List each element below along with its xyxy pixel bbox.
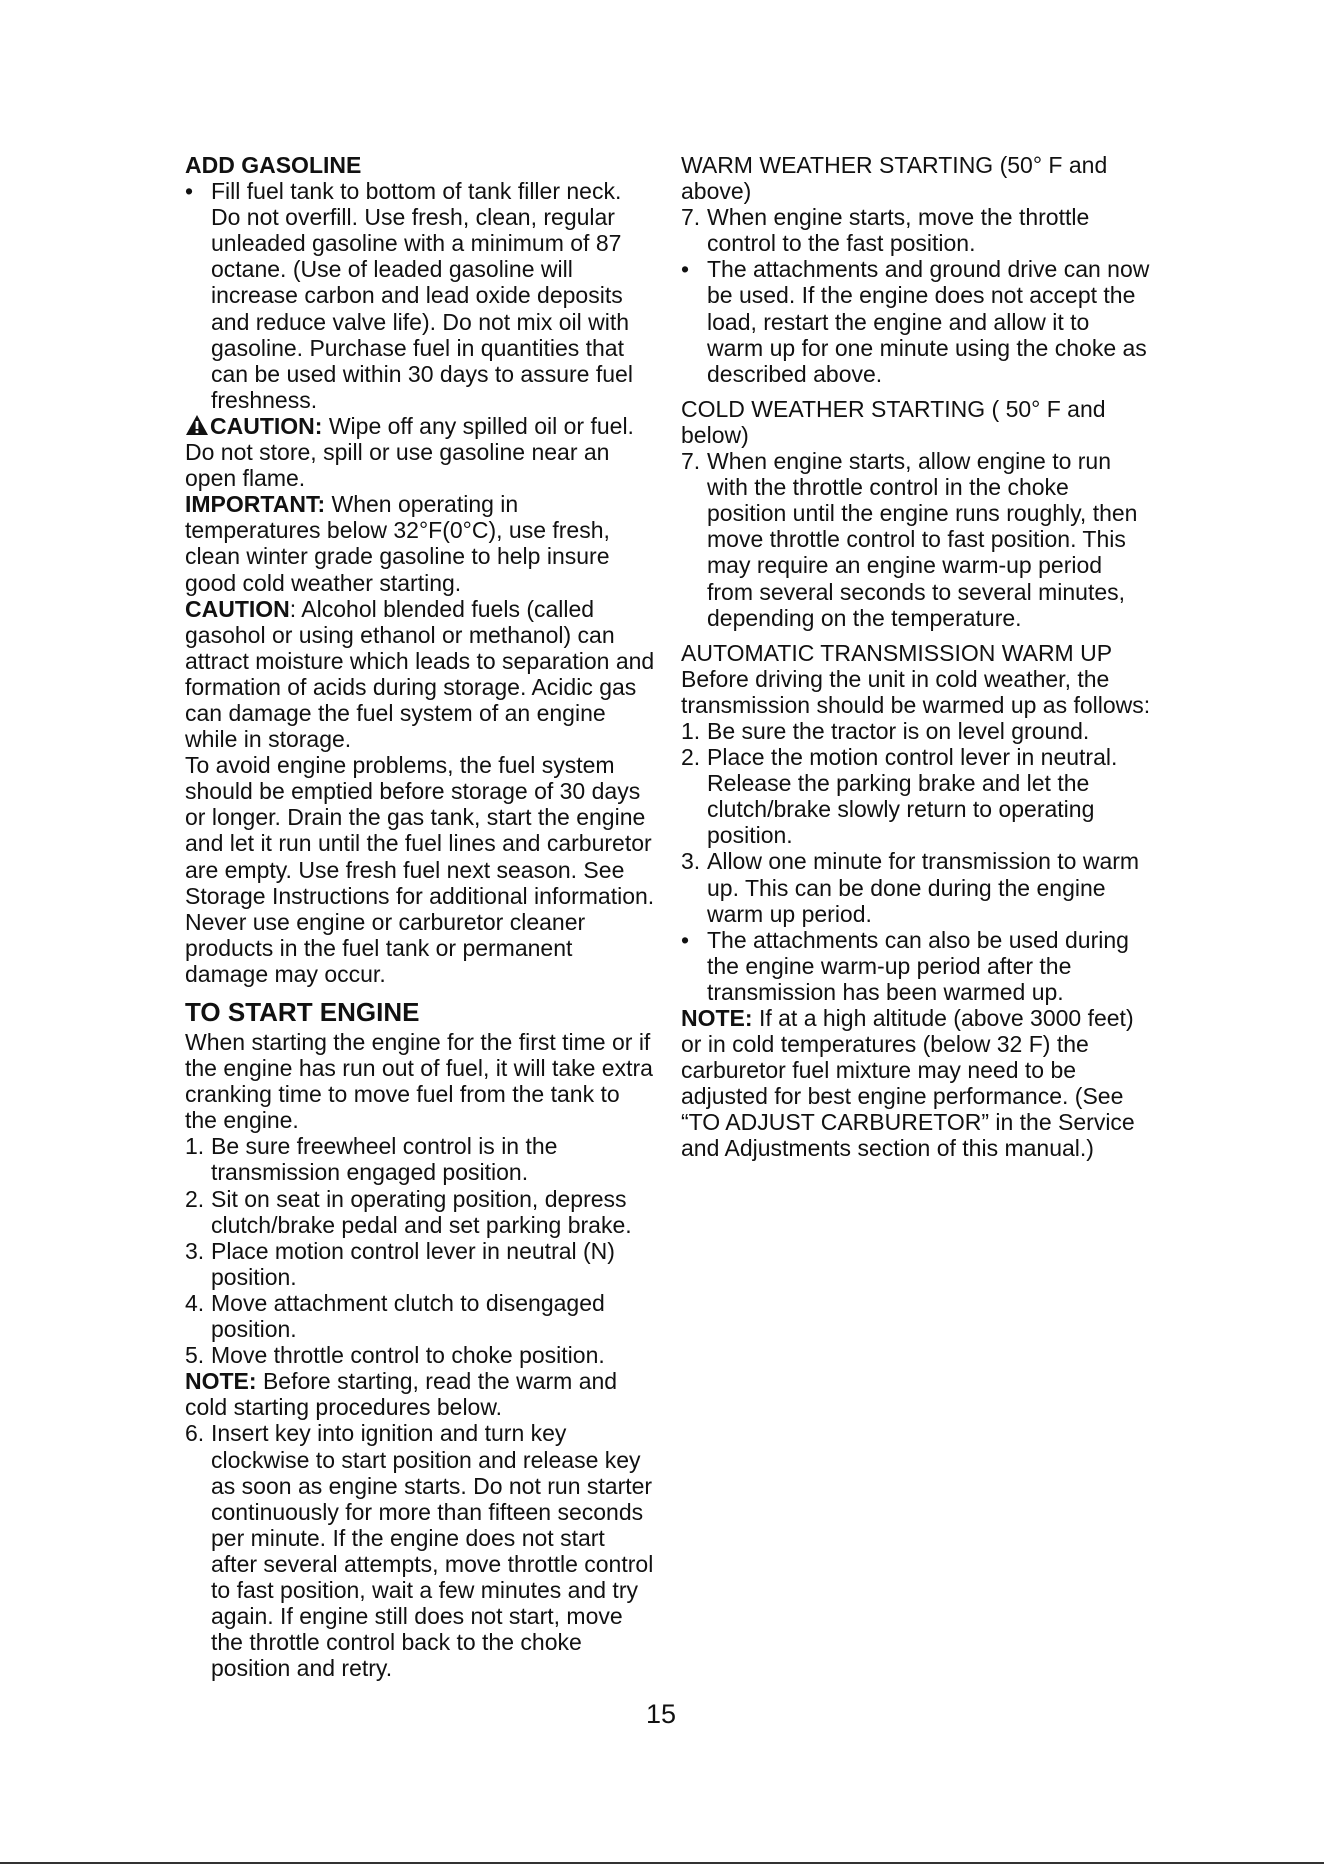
bullet-icon: • [681,256,690,283]
avoid-problems-paragraph: To avoid engine problems, the fuel system should be emptied before storage of 30 days or longer. Drain the gas tank, start the engine and let it run until the fuel lines and carburetor are empty. Use fresh fuel next season. See Storage Instructions for additional information. [185,752,655,909]
right-column [681,152,1151,1162]
alcohol-caution-paragraph: CAUTION: Alcohol blended fuels (called gasohol or using ethanol or methanol) can attract moisture which leads to separation and formation of acids during storage. Acidic gas can damage the fuel system of an engine while in storage. [185,595,655,753]
add-gasoline-section [185,152,655,987]
start-step: 4. Move attachment clutch to disengaged position. [185,1289,605,1343]
start-engine-intro: When starting the engine for the first time or if the engine has run out of fuel, it will take extra cranking time to move fuel from the tank to the engine. [185,1029,653,1134]
transmission-note: NOTE: If at a high altitude (above 3000 feet) or in cold temperatures (below 32 F) the carburetor fuel mixture may need to be adjusted for best engine performance. (See “TO ADJUST CARBURETOR” in the Service and Adjustments section of this manual.) [681,1005,1135,1162]
warm-step: 7. When engine starts, move the throttle control to the fast position. [681,204,1090,257]
start-step: 1. Be sure freewheel control is in the transmission engaged position. [185,1133,558,1186]
add-gasoline-heading: ADD GASOLINE [185,152,362,178]
transmission-intro: Before driving the unit in cold weather, the transmission should be warmed up as follows: [681,665,1151,718]
bottom-rule [0,1862,1324,1864]
cold-weather-heading: COLD WEATHER STARTING ( 50° F and below) [681,395,1106,448]
transmission-step: 1. Be sure the tractor is on level ground. [681,717,1090,744]
transmission-step: 2. Place the motion control lever in neutral. Release the parking brake and let the clutch/brake slowly return to operating position. [681,744,1118,849]
start-step: 6. Insert key into ignition and turn key clockwise to start position and release key as soon as engine starts. Do not run starter continuously for more than fifteen seconds per minute. If the engine does not start after several attempts, move throttle control to fast position, wait a few minutes and try again. If engine still does not start, move the throttle control back to the choke position and retry. [185,1420,654,1682]
cold-step: 7. When engine starts, allow engine to run with the throttle control in the choke position until the engine runs roughly, then move throttle control to fast position. This may require an engine warm-up period from several seconds to several minutes, depending on the temperature. [681,448,1138,631]
bullet-icon: • [681,926,690,953]
cold-weather-section [681,396,1151,631]
transmission-warmup-section [681,640,1151,1162]
never-use-cleaner-paragraph: Never use engine or carburetor cleaner products in the fuel tank or permanent damage may occur. [185,908,586,987]
bullet-icon: • [185,178,194,205]
warm-weather-section [681,152,1151,387]
page-number: 15 [646,1699,677,1729]
start-engine-section [185,997,655,1681]
transmission-bullet: • The attachments can also be used during the engine warm-up period after the transmission has been warmed up. [681,926,1129,1005]
warning-triangle-icon [185,414,209,436]
add-gasoline-bullet: • Fill fuel tank to bottom of tank filler neck. Do not overfill. Use fresh, clean, regular unleaded gasoline with a minimum of 87 octane. (Use of leaded gasoline will increase carbon and lead oxide deposits and reduce valve life). Do not mix oil with gasoline. Purchase fuel in quantities that can be used within 30 days to assure fuel freshness. [185,178,633,413]
start-step: 5. Move throttle control to choke position. [185,1342,605,1369]
left-column [185,152,655,1681]
start-step: 3. Place motion control lever in neutral (N) position. [185,1237,615,1290]
warm-bullet: • The attachments and ground drive can now be used. If the engine does not accept the load, restart the engine and allow it to warm up for one minute using the choke as described above. [681,256,1150,387]
important-paragraph: IMPORTANT: When operating in temperatures below 32°F(0°C), use fresh, clean winter grade gasoline to help insure good cold weather starting. [185,491,610,596]
start-step: 2. Sit on seat in operating position, depress clutch/brake pedal and set parking brake. [185,1185,632,1238]
caution-paragraph: CAUTION: Wipe off any spilled oil or fuel. Do not store, spill or use gasoline near an open flame. [185,412,634,492]
transmission-step: 3. Allow one minute for transmission to warm up. This can be done during the engine warm up period. [681,848,1140,927]
transmission-heading: AUTOMATIC TRANSMISSION WARM UP [681,639,1113,666]
start-engine-heading: TO START ENGINE [185,997,420,1027]
warm-weather-heading: WARM WEATHER STARTING (50° F and above) [681,152,1108,205]
start-note: NOTE: Before starting, read the warm and cold starting procedures below. [185,1368,618,1421]
